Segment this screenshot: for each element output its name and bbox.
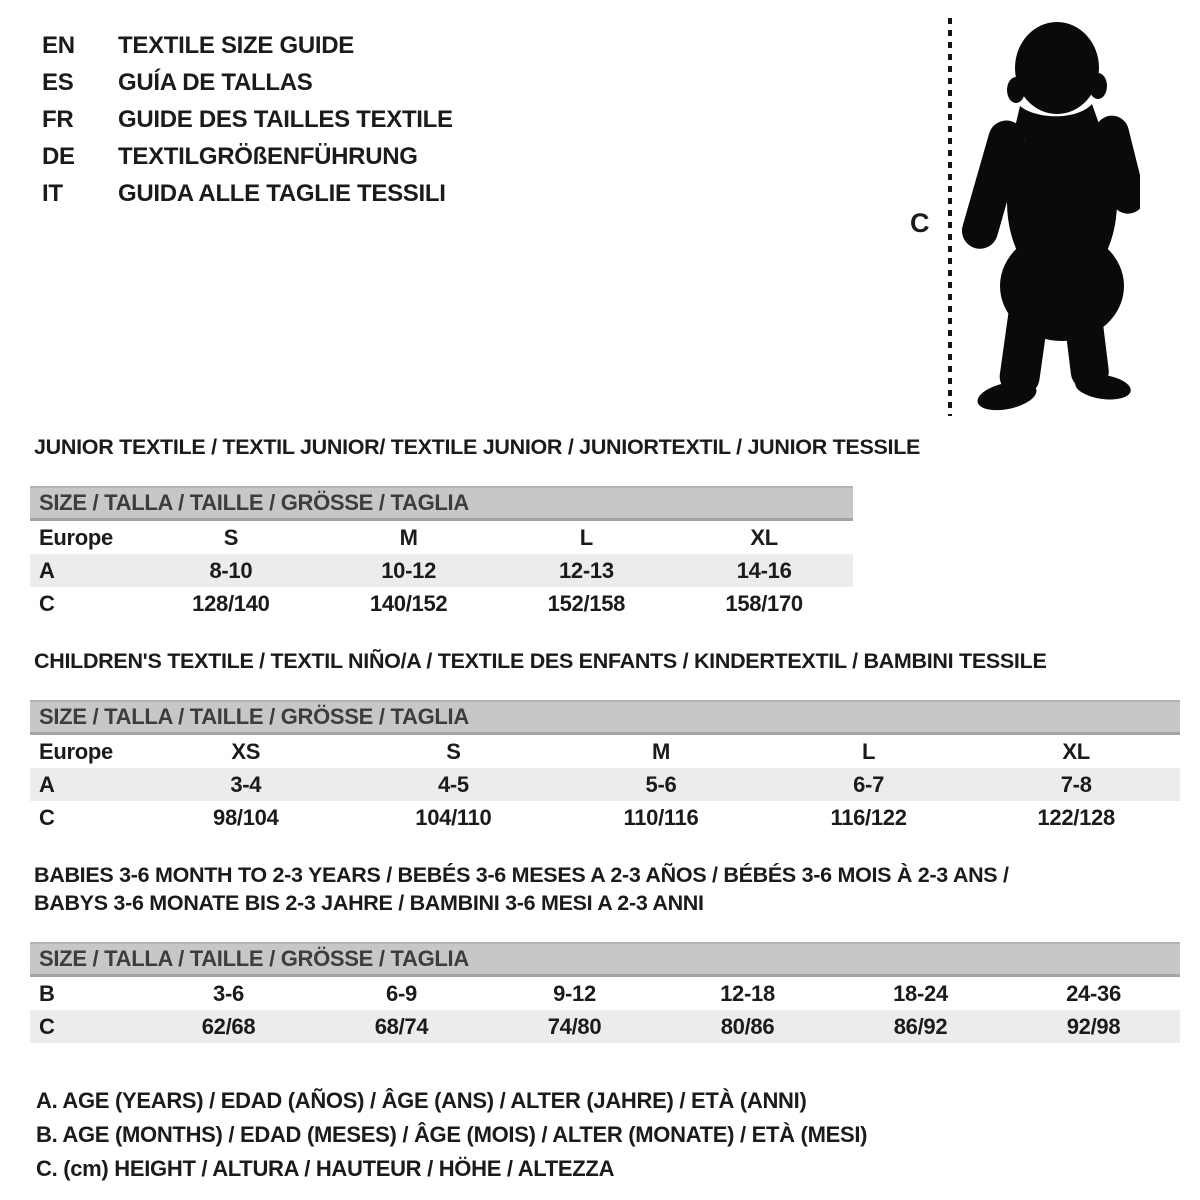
- size-cell: 10-12: [320, 554, 498, 587]
- row-label: A: [30, 768, 142, 801]
- junior-size-table: [30, 486, 853, 620]
- table-row: [30, 768, 1180, 801]
- size-cell: 80/86: [661, 1010, 834, 1043]
- size-cell: 14-16: [675, 554, 853, 587]
- language-code: FR: [42, 106, 74, 133]
- row-label: Europe: [39, 738, 113, 764]
- size-cell: S: [223, 524, 239, 550]
- legend: [36, 1084, 1182, 1186]
- language-label: TEXTILGRÖßENFÜHRUNG: [118, 143, 418, 170]
- table-row: [30, 1010, 1180, 1043]
- size-cell: 62/68: [142, 1010, 315, 1043]
- size-cell: XL: [1062, 738, 1090, 764]
- size-cell: M: [651, 738, 670, 764]
- section-title-babies: BABIES 3-6 MONTH TO 2-3 YEARS / BEBÉS 3-6 MESES A 2-3 AÑOS / BÉBÉS 3-6 MOIS À 2-3 ANS / BABYS 3-6 MONATE BIS 2-3 JAHRE / BAMBINI 3-6 MESI A 2-3 ANNI: [34, 863, 1009, 915]
- size-header: SIZE / TALLA / TAILLE / GRÖSSE / TAGLIA: [30, 487, 853, 520]
- language-code: IT: [42, 180, 63, 207]
- language-code: ES: [42, 69, 74, 96]
- size-cell: 158/170: [725, 590, 803, 616]
- babies-size-table: [30, 942, 1180, 1043]
- row-label: C: [30, 1010, 142, 1043]
- size-cell: 18-24: [893, 980, 948, 1006]
- language-code: EN: [42, 32, 75, 59]
- size-cell: 8-10: [142, 554, 320, 587]
- table-header-row: [30, 487, 853, 520]
- size-header: SIZE / TALLA / TAILLE / GRÖSSE / TAGLIA: [30, 943, 1180, 976]
- size-cell: 12-13: [498, 554, 676, 587]
- size-cell: 9-12: [553, 980, 596, 1006]
- language-code: DE: [42, 143, 75, 170]
- height-measure-dashed-line: [948, 18, 952, 416]
- size-cell: 116/122: [830, 804, 907, 830]
- size-cell: 68/74: [315, 1010, 488, 1043]
- size-cell: S: [446, 738, 461, 764]
- size-header: SIZE / TALLA / TAILLE / GRÖSSE / TAGLIA: [30, 701, 1180, 734]
- table-row: [30, 554, 853, 587]
- table-row: [30, 976, 1180, 1011]
- size-cell: 6-7: [765, 768, 973, 801]
- language-label: GUIDE DES TAILLES TEXTILE: [118, 106, 453, 133]
- table-header-row: [30, 943, 1180, 976]
- table-row: [30, 520, 853, 555]
- row-label: Europe: [39, 524, 113, 550]
- table-row: [30, 734, 1180, 769]
- size-cell: 140/152: [369, 590, 448, 616]
- size-cell: M: [399, 524, 418, 550]
- language-label: GUÍA DE TALLAS: [118, 69, 313, 96]
- size-tables-area: [30, 433, 1182, 1186]
- size-cell: 24-36: [1066, 980, 1121, 1006]
- children-size-table: [30, 700, 1180, 834]
- size-cell: 86/92: [834, 1010, 1007, 1043]
- table-header-row: [30, 701, 1180, 734]
- row-label: B: [39, 980, 55, 1006]
- size-cell: 110/116: [623, 804, 699, 830]
- size-cell: L: [579, 524, 593, 550]
- row-label: C: [39, 590, 55, 616]
- section-title-children: CHILDREN'S TEXTILE / TEXTIL NIÑO/A / TEXTILE DES ENFANTS / KINDERTEXTIL / BAMBINI TESSILE: [34, 649, 1047, 673]
- size-cell: 152/158: [547, 590, 626, 616]
- row-label: C: [39, 804, 55, 830]
- row-label: A: [30, 554, 142, 587]
- size-cell: 4-5: [350, 768, 558, 801]
- legend-line-a: A. AGE (YEARS) / EDAD (AÑOS) / ÂGE (ANS) / ALTER (JAHRE) / ETÀ (ANNI): [36, 1088, 807, 1113]
- size-cell: 128/140: [192, 590, 270, 616]
- language-label: TEXTILE SIZE GUIDE: [118, 32, 354, 59]
- size-cell: 3-4: [142, 768, 350, 801]
- size-cell: 74/80: [488, 1010, 661, 1043]
- legend-line-b: B. AGE (MONTHS) / EDAD (MESES) / ÂGE (MOIS) / ALTER (MONATE) / ETÀ (MESI): [36, 1122, 868, 1147]
- section-title-junior: JUNIOR TEXTILE / TEXTIL JUNIOR/ TEXTILE JUNIOR / JUNIORTEXTIL / JUNIOR TESSILE: [34, 435, 921, 459]
- table-row: [30, 587, 853, 620]
- size-cell: 98/104: [213, 804, 279, 830]
- height-measure-label: C: [910, 208, 930, 238]
- legend-line-c: C. (cm) HEIGHT / ALTURA / HAUTEUR / HÖHE / ALTEZZA: [36, 1156, 615, 1181]
- toddler-silhouette-icon: [962, 16, 1140, 416]
- size-cell: 6-9: [386, 980, 417, 1006]
- size-cell: 7-8: [972, 768, 1180, 801]
- size-cell: 12-18: [720, 980, 775, 1006]
- size-cell: L: [862, 738, 876, 764]
- size-cell: XS: [231, 738, 261, 764]
- height-figure: [0, 0, 1200, 430]
- size-cell: 92/98: [1007, 1010, 1180, 1043]
- size-cell: 3-6: [213, 980, 244, 1006]
- size-cell: 104/110: [415, 804, 492, 830]
- size-cell: 122/128: [1037, 804, 1115, 830]
- language-label: GUIDA ALLE TAGLIE TESSILI: [118, 180, 446, 207]
- size-cell: 5-6: [557, 768, 765, 801]
- table-row: [30, 801, 1180, 834]
- size-cell: XL: [750, 524, 778, 550]
